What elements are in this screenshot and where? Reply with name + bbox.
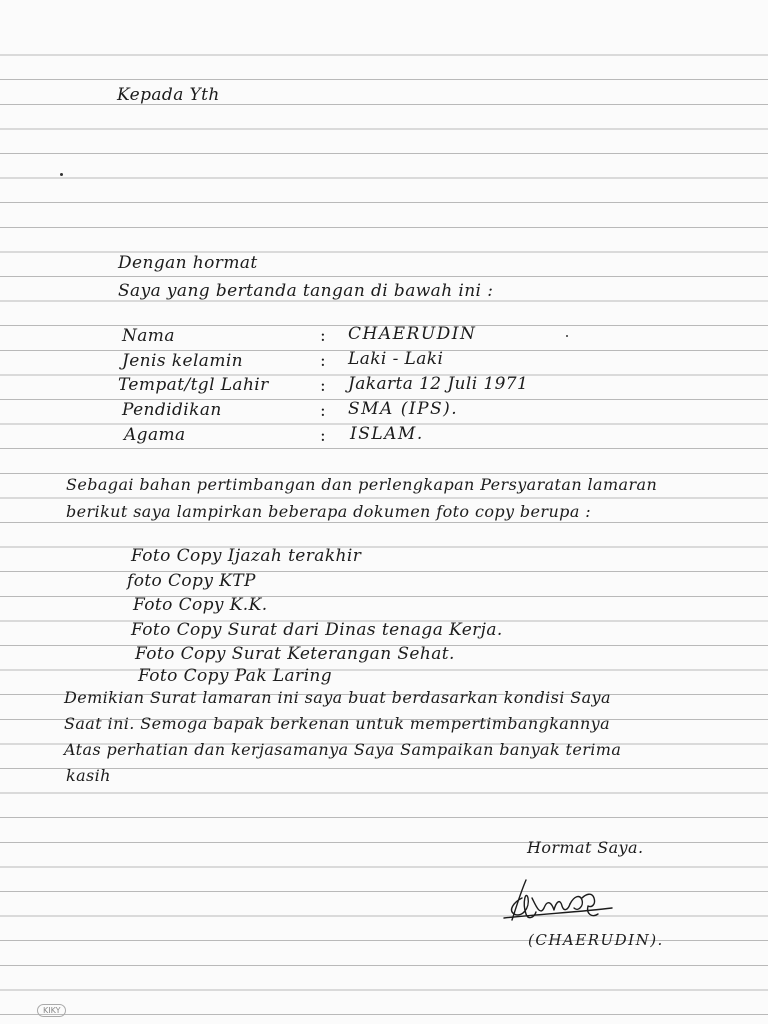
attachment-item: Foto Copy K.K.	[133, 595, 268, 615]
closing-line: kasih	[66, 766, 111, 785]
attachment-item: Foto Copy Surat dari Dinas tenaga Kerja.	[131, 620, 503, 640]
sign-off: Hormat Saya.	[527, 838, 644, 857]
field-value-agama: ISLAM.	[350, 424, 424, 444]
ink-dot	[566, 335, 568, 337]
field-colon: :	[320, 426, 326, 446]
attachment-item: Foto Copy Pak Laring	[138, 666, 333, 686]
paper-brand-mark: KIKY	[37, 1004, 66, 1017]
attachment-intro-line: Sebagai bahan pertimbangan dan perlengkapan Persyaratan lamaran	[66, 475, 658, 494]
field-label-jenis-kelamin: Jenis kelamin	[122, 351, 244, 371]
field-colon: :	[320, 376, 326, 396]
attachment-item: Foto Copy Surat Keterangan Sehat.	[135, 644, 455, 664]
attachment-item: Foto Copy Ijazah terakhir	[131, 546, 362, 566]
closing-line: Saat ini. Semoga bapak berkenan untuk mempertimbangkannya	[64, 714, 611, 733]
intro-line: Saya yang bertanda tangan di bawah ini :	[118, 281, 494, 301]
field-label-nama: Nama	[122, 326, 175, 346]
salutation: Kepada Yth	[117, 85, 220, 105]
field-value-pendidikan: SMA (IPS).	[348, 399, 459, 419]
field-label-agama: Agama	[124, 425, 186, 445]
field-value-nama: CHAERUDIN	[348, 324, 477, 344]
ink-dot	[60, 173, 63, 176]
field-colon: :	[320, 351, 326, 371]
field-colon: :	[320, 401, 326, 421]
attachment-item: foto Copy KTP	[127, 571, 256, 591]
field-colon: :	[320, 326, 326, 346]
opening-greeting: Dengan hormat	[118, 253, 258, 273]
field-label-pendidikan: Pendidikan	[122, 400, 222, 420]
field-value-tempat-tgl-lahir: Jakarta 12 Juli 1971	[348, 374, 529, 394]
closing-line: Demikian Surat lamaran ini saya buat berdasarkan kondisi Saya	[64, 688, 611, 707]
attachment-intro-line: berikut saya lampirkan beberapa dokumen foto copy berupa :	[66, 502, 592, 521]
closing-line: Atas perhatian dan kerjasamanya Saya Sampaikan banyak terima	[64, 740, 622, 759]
field-label-tempat-tgl-lahir: Tempat/tgl Lahir	[118, 375, 269, 395]
signer-name: (CHAERUDIN).	[528, 931, 664, 949]
field-value-jenis-kelamin: Laki - Laki	[348, 349, 444, 369]
handwritten-signature	[500, 868, 630, 938]
